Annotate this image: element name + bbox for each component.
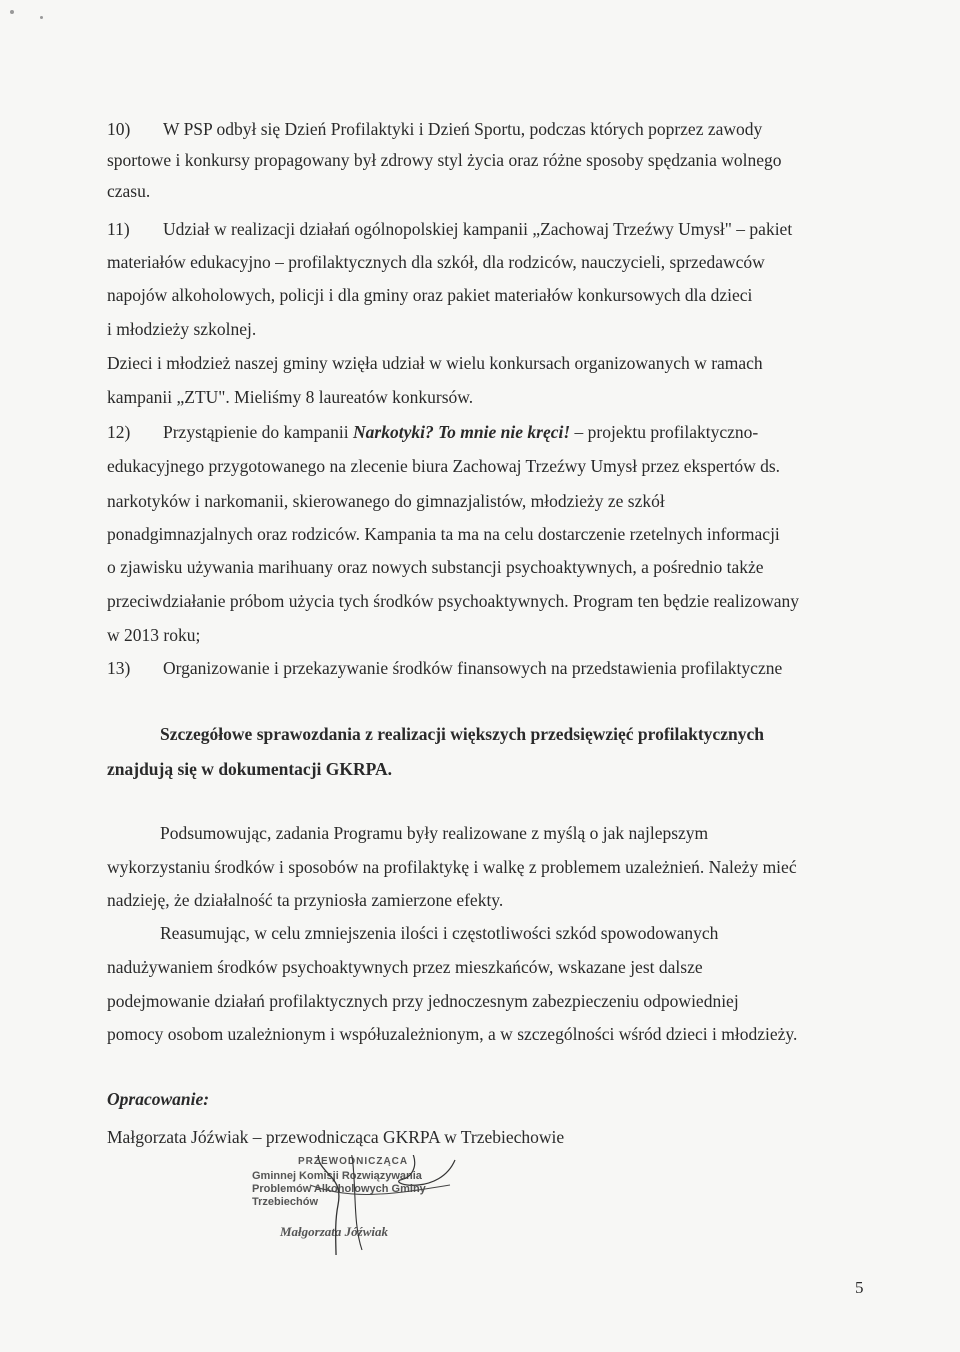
item-10-line-3: czasu. [107,181,151,201]
item-12-line-3: narkotyków i narkomanii, skierowanego do gimnazjalistów, młodzieży ze szkół [107,491,665,511]
item-11-line-5: Dzieci i młodzież naszej gminy wzięła udział w wielu konkursach organizowanych w ramach [107,353,763,373]
item-13-text: Organizowanie i przekazywanie środków finansowych na przedstawienia profilaktyczne [163,658,783,678]
item-12-line-2: edukacyjnego przygotowanego na zlecenie biura Zachowaj Trzeźwy Umysł przez ekspertów ds. [107,456,781,476]
item-10-line-1 [107,118,887,140]
stamp-body: Gminnej Komisji Rozwiązywania Problemów Alkoholowych Gminy Trzebiechów [252,1170,426,1208]
item-12-line-7: w 2013 roku; [107,625,201,645]
note-line-2: znajdują się w dokumentacji GKRPA. [107,759,393,779]
scan-speck [40,16,43,19]
item-11-text: Udział w realizacji działań ogólnopolskiej kampanii „Zachowaj Trzeźwy Umysł" – pakiet [163,219,793,239]
item-11-line-2: materiałów edukacyjno – profilaktycznych dla szkół, dla rodziców, nauczycieli, sprzedawców [107,252,765,272]
item-12-number: 12) [107,422,131,442]
item-12-line-5: o zjawisku używania marihuany oraz nowych substancji psychoaktywnych, a pośrednio także [107,557,764,577]
item-12-rest: – projektu profilaktyczno- [570,422,759,442]
item-12-line-6: przeciwdziałanie próbom użycia tych środków psychoaktywnych. Program ten będzie realizowany [107,591,799,611]
summary-p1-line-1: Podsumowując, zadania Programu były realizowane z myślą o jak najlepszym [160,823,709,843]
handwritten-signature [250,1155,500,1255]
item-11-line-6: kampanii „ZTU". Mieliśmy 8 laureatów konkursów. [107,387,474,407]
campaign-name: Narkotyki? To mnie nie kręci! [353,422,571,442]
item-12-intro: Przystąpienie do kampanii [163,422,354,442]
summary-p1-line-3: nadzieję, że działalność ta przyniosła zamierzone efekty. [107,890,504,910]
item-10-text: W PSP odbył się Dzień Profilaktyki i Dzień Sportu, podczas których poprzez zawody [163,119,763,139]
item-12-line-4: ponadgimnazjalnych oraz rodziców. Kampania ta ma na celu dostarczenie rzetelnych informacji [107,524,780,544]
summary-p2-line-1: Reasumując, w celu zmniejszenia ilości i częstotliwości szkód spowodowanych [160,923,719,943]
author-name: Małgorzata Jóźwiak – przewodnicząca GKRPA w Trzebiechowie [107,1127,565,1147]
item-12-line-1 [107,421,887,443]
item-10-line-2: sportowe i konkursy propagowany był zdrowy styl życia oraz różne sposoby spędzania wolnego [107,150,782,170]
scan-speck [10,10,14,14]
item-11-line-3: napojów alkoholowych, policji i dla gminy oraz pakiet materiałów konkursowych dla dzieci [107,285,753,305]
note-line-1: Szczegółowe sprawozdania z realizacji większych przedsięwzięć profilaktycznych [160,724,764,744]
item-11-line-1 [107,218,887,240]
page-number: 5 [855,1278,864,1297]
official-stamp [250,1155,500,1255]
author-label: Opracowanie: [107,1089,210,1109]
stamp-title: PRZEWODNICZĄCA [298,1156,409,1167]
summary-p2-line-2: nadużywaniem środków psychoaktywnych przez mieszkańców, wskazane jest dalsze [107,957,703,977]
stamp-signature-name: Małgorzata Jóźwiak [280,1224,388,1239]
item-11-number: 11) [107,219,130,239]
summary-p2-line-4: pomocy osobom uzależnionym i współuzależnionym, a w szczególności wśród dzieci i młodzieży. [107,1024,798,1044]
item-13-number: 13) [107,658,131,678]
item-11-line-4: i młodzieży szkolnej. [107,319,257,339]
item-13-line-1 [107,657,887,679]
summary-p2-line-3: podejmowanie działań profilaktycznych przy jednoczesnym zabezpieczeniu odpowiedniej [107,991,739,1011]
item-10-number: 10) [107,119,131,139]
summary-p1-line-2: wykorzystaniu środków i sposobów na profilaktykę i walkę z problemem uzależnień. Należy mieć [107,857,797,877]
